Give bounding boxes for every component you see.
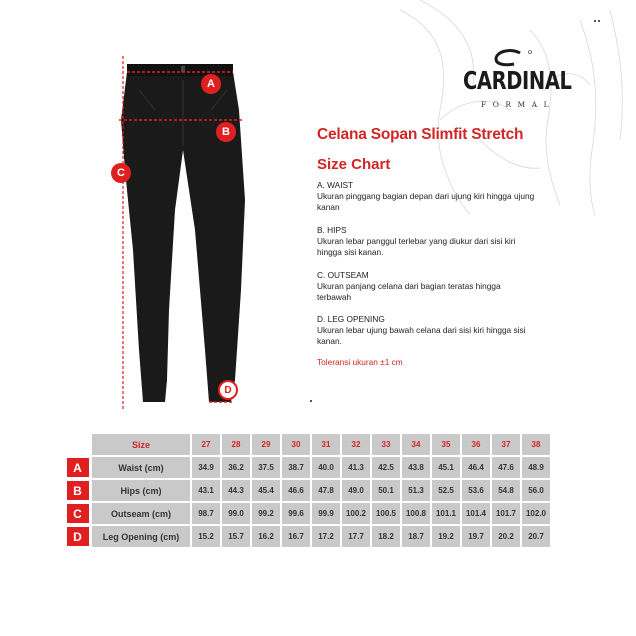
pants-silhouette [121,64,245,402]
table-cell: 17.7 [342,526,370,547]
table-cell: 19.7 [462,526,490,547]
table-cell: 99.6 [282,503,310,524]
row-key-badge: A [67,458,89,477]
table-cell: 47.6 [492,457,520,478]
table-cell: 38.7 [282,457,310,478]
table-header-cell: 31 [312,434,340,455]
tolerance-note: Toleransi ukuran ±1 cm [317,357,403,367]
table-header-cell: 29 [252,434,280,455]
table-cell: 20.7 [522,526,550,547]
product-title: Celana Sopan Slimfit Stretch [317,126,524,143]
table-cell: 16.2 [252,526,280,547]
table-cell: 45.4 [252,480,280,501]
measure-outseam [317,270,537,303]
measure-waist-name: A. WAIST [317,180,354,190]
table-cell: 44.3 [222,480,250,501]
table-row [65,457,550,478]
marker-waist: A [201,74,221,94]
table-cell: 101.1 [432,503,460,524]
row-label: Leg Opening (cm) [92,526,190,547]
table-cell: 36.2 [222,457,250,478]
table-cell: 45.1 [432,457,460,478]
stray-dot [598,20,600,22]
marker-leg-opening: D [218,380,238,400]
table-cell: 48.9 [522,457,550,478]
row-label: Hips (cm) [92,480,190,501]
table-cell: 15.2 [192,526,220,547]
table-cell: 47.8 [312,480,340,501]
table-header-cell: 27 [192,434,220,455]
row-key-badge: B [67,481,89,500]
table-cell: 56.0 [522,480,550,501]
table-cell: 43.8 [402,457,430,478]
measure-waist [317,180,537,213]
row-key-cell [65,457,90,478]
measure-hips [317,225,537,258]
table-cell: 50.1 [372,480,400,501]
table-cell: 51.3 [402,480,430,501]
table-header-cell: 36 [462,434,490,455]
table-cell: 100.5 [372,503,400,524]
table-cell: 99.2 [252,503,280,524]
row-label: Outseam (cm) [92,503,190,524]
measure-outseam-description: Ukuran panjang celana dari bagian teratas hingga terbawah [317,281,501,302]
table-cell: 37.5 [252,457,280,478]
marker-hips: B [216,122,236,142]
table-cell: 34.9 [192,457,220,478]
size-chart-title: Size Chart [317,156,391,173]
table-row [65,503,550,524]
table-cell: 46.4 [462,457,490,478]
table-cell: 40.0 [312,457,340,478]
table-cell: 49.0 [342,480,370,501]
table-cell: 99.0 [222,503,250,524]
table-header-row [65,434,550,455]
size-table [63,432,552,549]
table-cell: 43.1 [192,480,220,501]
stray-dot [310,400,312,402]
measure-waist-description: Ukuran pinggang bagian depan dari ujung kiri hingga ujung kanan [317,191,535,212]
brand-subtitle: FORMAL [481,100,556,109]
table-row [65,526,550,547]
table-cell: 18.7 [402,526,430,547]
row-key-badge: D [67,527,89,546]
table-cell: 100.2 [342,503,370,524]
table-cell: 46.6 [282,480,310,501]
measure-leg-opening [317,314,537,347]
table-header-cell: 32 [342,434,370,455]
table-cell: 101.4 [462,503,490,524]
row-label: Waist (cm) [92,457,190,478]
table-cell: 20.2 [492,526,520,547]
brand-name: CARDINAL [463,66,572,95]
table-cell: 98.7 [192,503,220,524]
row-key-cell [65,503,90,524]
marker-outseam: C [111,163,131,183]
table-cell: 102.0 [522,503,550,524]
table-cell: 19.2 [432,526,460,547]
table-header-size: Size [92,434,190,455]
table-row [65,480,550,501]
stray-dot [594,20,596,22]
table-header-cell: 33 [372,434,400,455]
table-cell: 53.6 [462,480,490,501]
logo-swoosh-icon [490,49,538,67]
table-cell: 18.2 [372,526,400,547]
table-cell: 54.8 [492,480,520,501]
table-header-cell: 34 [402,434,430,455]
table-cell: 16.7 [282,526,310,547]
row-key-cell [65,480,90,501]
table-cell: 15.7 [222,526,250,547]
measure-leg-opening-name: D. LEG OPENING [317,314,385,324]
table-cell: 42.5 [372,457,400,478]
table-cell: 52.5 [432,480,460,501]
row-key-cell [65,526,90,547]
measure-hips-description: Ukuran lebar panggul terlebar yang diukur dari sisi kiri hingga sisi kanan. [317,236,516,257]
table-header-cell: 35 [432,434,460,455]
table-cell: 41.3 [342,457,370,478]
table-cell: 100.8 [402,503,430,524]
table-cell: 17.2 [312,526,340,547]
table-corner [65,434,90,455]
table-header-cell: 37 [492,434,520,455]
measure-outseam-name: C. OUTSEAM [317,270,369,280]
row-key-badge: C [67,504,89,523]
table-header-cell: 28 [222,434,250,455]
measure-leg-opening-description: Ukuran lebar ujung bawah celana dari sisi kiri hingga sisi kanan. [317,325,526,346]
measure-hips-name: B. HIPS [317,225,347,235]
table-header-cell: 30 [282,434,310,455]
table-cell: 99.9 [312,503,340,524]
table-cell: 101.7 [492,503,520,524]
pants-diagram [95,50,270,420]
table-header-cell: 38 [522,434,550,455]
